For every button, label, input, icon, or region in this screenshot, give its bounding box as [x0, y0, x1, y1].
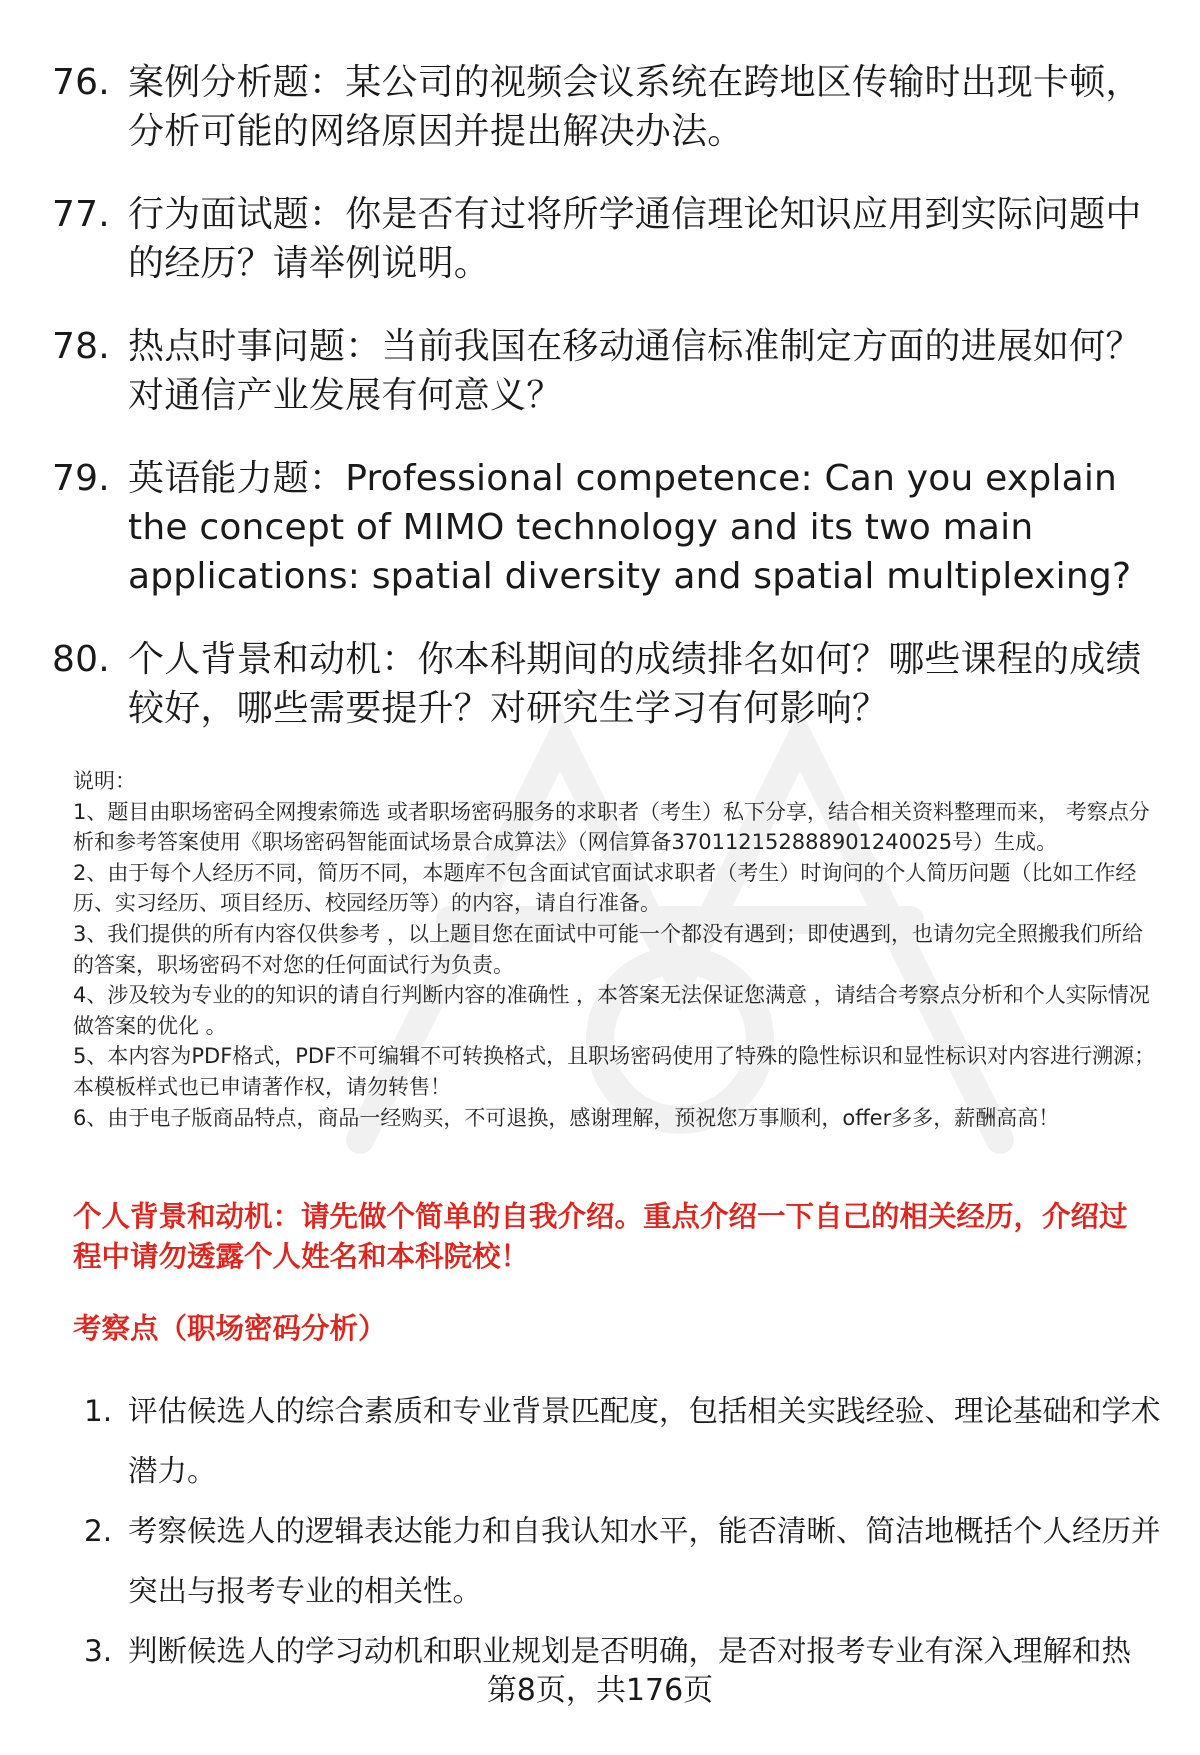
point-text: 考察候选人的逻辑表达能力和自我认知水平，能否清晰、简洁地概括个人经历并突出与报考专业的相关性。	[128, 1514, 1161, 1608]
question-text: 英语能力题：Professional competence: Can you explain the concept of MIMO technology and its two main applications: spatial diversity and spatial multiplexing?	[128, 458, 1132, 597]
question-item	[52, 58, 1152, 156]
analysis-title: 考察点（职场密码分析）	[73, 1312, 387, 1345]
question-item	[52, 454, 1152, 601]
question-number: 80.	[52, 639, 110, 680]
notes-heading: 说明：	[73, 769, 136, 793]
point-text: 判断候选人的学习动机和职业规划是否明确，是否对报考专业有深入理解和热	[128, 1634, 1132, 1668]
analysis-point	[84, 1501, 1164, 1621]
question-number: 78.	[52, 326, 110, 367]
analysis-points	[84, 1381, 1164, 1681]
question-number: 76.	[52, 62, 110, 103]
question-text: 个人背景和动机：你本科期间的成绩排名如何？哪些课程的成绩较好，哪些需要提升？对研究生学习有何影响？	[128, 639, 1142, 729]
point-number: 2.	[84, 1514, 113, 1548]
question-text: 案例分析题：某公司的视频会议系统在跨地区传输时出现卡顿，分析可能的网络原因并提出解决办法。	[128, 62, 1142, 152]
question-item	[52, 322, 1152, 420]
question-text: 热点时事问题：当前我国在移动通信标准制定方面的进展如何？对通信产业发展有何意义？	[128, 326, 1142, 416]
note-item: 1、题目由职场密码全网搜索筛选 或者职场密码服务的求职者（考生）私下分享，结合相关资料整理而来， 考察点分析和参考答案使用《职场密码智能面试场景合成算法》（网信算备370112152888901240025号）生成。	[73, 799, 1150, 855]
question-item	[52, 635, 1152, 733]
question-number: 79.	[52, 458, 110, 499]
question-number: 77.	[52, 194, 110, 235]
notes-section	[73, 766, 1163, 1133]
note-item: 3、我们提供的所有内容仅供参考 ，以上题目您在面试中可能一个都没有遇到；即使遇到，也请勿完全照搬我们所给的答案，职场密码不对您的任何面试行为负责。	[73, 921, 1144, 977]
question-text: 行为面试题：你是否有过将所学通信理论知识应用到实际问题中的经历？请举例说明。	[128, 194, 1142, 284]
point-number: 3.	[84, 1634, 113, 1668]
point-number: 1.	[84, 1394, 113, 1428]
note-item: 5、本内容为PDF格式，PDF不可编辑不可转换格式，且职场密码使用了特殊的隐性标识和显性标识对内容进行溯源；本模板样式也已申请著作权，请勿转售！	[73, 1044, 1156, 1099]
analysis-point	[84, 1381, 1164, 1501]
note-item: 4、涉及较为专业的的知识的请自行判断内容的准确性 ，本答案无法保证您满意 ，请结合考察点分析和个人实际情况做答案的优化 。	[73, 983, 1150, 1038]
question-list	[52, 58, 1152, 767]
highlight-question: 个人背景和动机：请先做个简单的自我介绍。重点介绍一下自己的相关经历，介绍过程中请勿透露个人姓名和本科院校！	[73, 1200, 1128, 1273]
page-footer: 第8页，共176页	[486, 1673, 714, 1708]
note-item: 2、由于每个人经历不同，简历不同，本题库不包含面试官面试求职者（考生）时询问的个人简历问题（比如工作经历、实习经历、项目经历、校园经历等）的内容，请自行准备。	[73, 860, 1137, 916]
note-item: 6、由于电子版商品特点，商品一经购买，不可退换，感谢理解，预祝您万事顺利，offer多多，薪酬高高！	[73, 1105, 1060, 1130]
question-item	[52, 190, 1152, 288]
point-text: 评估候选人的综合素质和专业背景匹配度，包括相关实践经验、理论基础和学术潜力。	[128, 1394, 1161, 1488]
